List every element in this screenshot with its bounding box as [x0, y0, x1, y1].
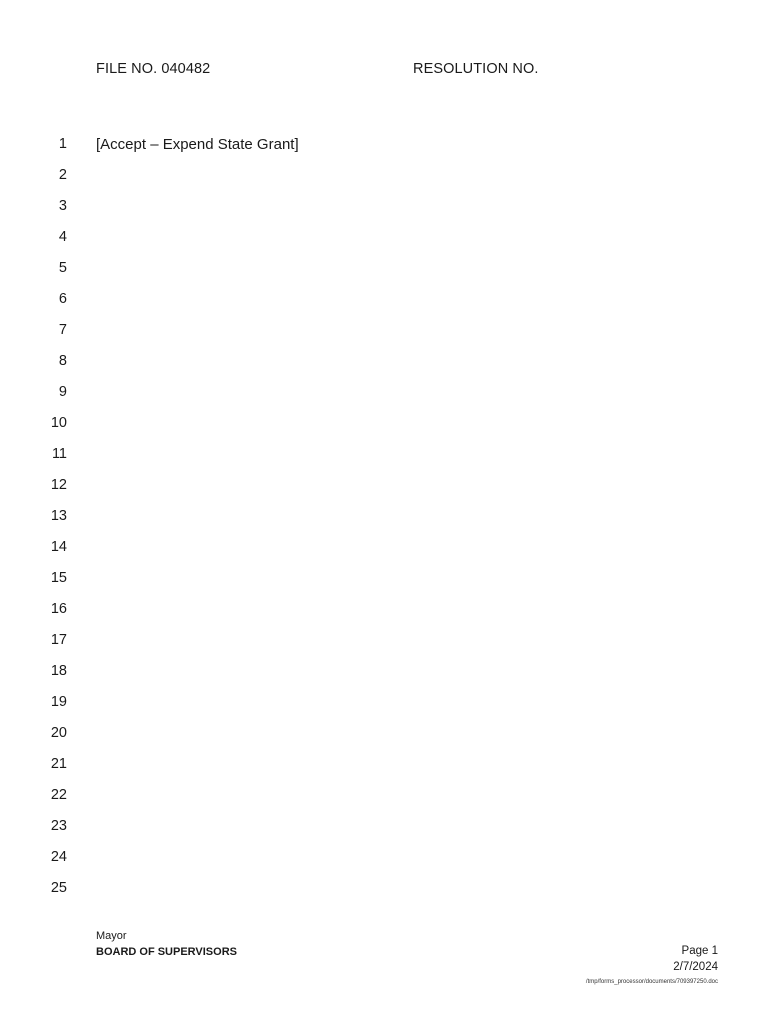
line-number: 25 — [50, 880, 67, 896]
line-number: 8 — [58, 353, 67, 369]
line-number: 9 — [58, 384, 67, 400]
line-number: 21 — [50, 756, 67, 772]
line-number: 24 — [50, 849, 67, 865]
line-number: 7 — [58, 322, 67, 338]
line-number: 4 — [58, 229, 67, 245]
line-number: 6 — [58, 291, 67, 307]
line-number: 13 — [50, 508, 67, 524]
line-number: 2 — [58, 167, 67, 183]
line-number: 14 — [50, 539, 67, 555]
line-number: 16 — [50, 601, 67, 617]
line-number: 11 — [51, 446, 67, 462]
footer-page-block — [673, 943, 718, 975]
line-number: 23 — [50, 818, 67, 834]
line-number: 3 — [58, 198, 67, 214]
line-number-column — [30, 135, 67, 910]
line-number: 10 — [50, 415, 67, 431]
line-number: 15 — [50, 570, 67, 586]
line-number: 17 — [50, 632, 67, 648]
footer-sponsor-block — [96, 928, 237, 960]
file-number: FILE NO. 040482 — [96, 61, 211, 77]
document-date: 2/7/2024 — [673, 961, 718, 973]
line-number: 19 — [50, 694, 67, 710]
document-title: [Accept – Expend State Grant] — [96, 136, 299, 153]
resolution-number: RESOLUTION NO. — [413, 61, 539, 77]
line-number: 5 — [58, 260, 67, 276]
board-label: BOARD OF SUPERVISORS — [96, 946, 237, 958]
sponsor-label: Mayor — [96, 930, 127, 942]
page-number: Page 1 — [681, 945, 718, 957]
line-number: 20 — [50, 725, 67, 741]
line-number: 12 — [50, 477, 67, 493]
document-path: /tmp/forms_processor/documents/709397250.doc — [585, 979, 718, 985]
line-number: 18 — [50, 663, 67, 679]
line-number: 22 — [50, 787, 67, 803]
line-number: 1 — [58, 136, 67, 152]
